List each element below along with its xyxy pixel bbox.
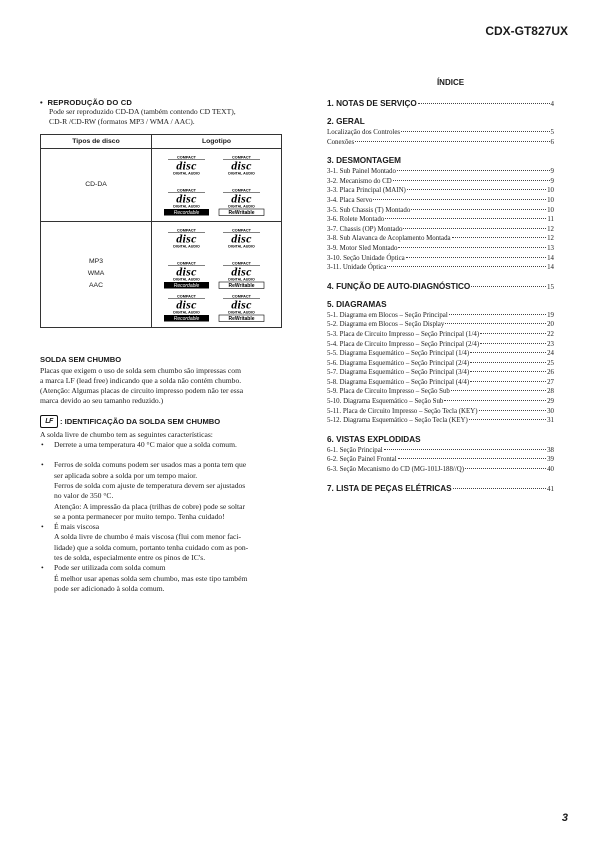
model-number: CDX-GT827UX [485, 24, 568, 38]
toc-section [327, 435, 554, 475]
toc-entry[interactable]: 3-2. Mecanismo do CD 9 [327, 177, 554, 185]
toc-section-heading: 6. VISTAS EXPLODIDAS [327, 434, 421, 444]
list-item: • É mais viscosa A solda livre de chumbo é mais viscosa (flui com menor faci- lidade) que a solda comum, portanto tenha cuidado com as pon- tes de solda, especialmente entre os pinos de IC's. [41, 522, 249, 563]
cd-digital-audio-logo [162, 154, 211, 183]
svg-text:COMPACT: COMPACT [231, 294, 251, 299]
list-item: • Derrete a uma temperatura 40 °C maior que a solda comum. [41, 440, 237, 450]
svg-text:DIGITAL AUDIO: DIGITAL AUDIO [172, 171, 200, 176]
toc-section [327, 117, 554, 147]
toc-section-heading: 2. GERAL [327, 117, 365, 126]
toc-entry[interactable]: 3-5. Sub Chassis (T) Montado 10 [327, 206, 554, 214]
svg-text:DIGITAL AUDIO: DIGITAL AUDIO [172, 244, 200, 249]
svg-text:Recordable: Recordable [173, 209, 199, 216]
toc-entry[interactable]: 5-8. Diagrama Esquemático – Seção Principal (4/4) 27 [327, 378, 554, 386]
svg-text:disc: disc [230, 297, 252, 312]
svg-text:ReWritable: ReWritable [227, 315, 255, 322]
logo-cell-compressed [152, 221, 282, 327]
cd-digital-audio-logo [217, 227, 266, 256]
toc-entry[interactable]: 6-1. Seção Principal 38 [327, 446, 554, 454]
toc-section [327, 484, 554, 493]
svg-text:COMPACT: COMPACT [176, 228, 196, 233]
toc-entry[interactable]: 5-10. Diagrama Esquemático – Seção Sub 29 [327, 398, 554, 406]
cd-digital-audio-logo [162, 227, 211, 256]
logo-group-compressed [162, 227, 272, 322]
toc-entry[interactable]: 3-11. Unidade Óptica 14 [327, 264, 554, 272]
toc-heading-link[interactable]: 4. FUNÇÃO DE AUTO-DIAGNÓSTICO 15 [327, 281, 554, 291]
svg-text:disc: disc [175, 264, 197, 279]
toc-entry[interactable]: 3-10. Seção Unidade Óptica 14 [327, 254, 554, 262]
disc-type-compressed: MP3 WMA AAC [41, 221, 152, 327]
col-disc-type: Tipos de disco [41, 134, 152, 148]
toc-entry[interactable]: 5-11. Placa de Circuito Impresso – Seção Tecla (KEY) 30 [327, 407, 554, 415]
toc-entry[interactable]: 5-6. Diagrama Esquemático – Seção Principal (2/4) 25 [327, 359, 554, 367]
svg-text:disc: disc [175, 158, 197, 173]
list-item: • Ferros de solda comuns podem ser usados mas a ponta tem que ser aplicada sobre a solda por um tempo maior. Ferros de solda com ajuste de temperatura devem ser ajustados no valor de 350 °C. Atenção: A impressão da placa (trilhas de cobre) pode se soltar se a ponta permanecer por muito tempo. Tenha cuidado! [41, 460, 247, 521]
toc-title: ÍNDICE [436, 78, 465, 87]
toc-entry[interactable]: 5-4. Placa de Circuito Impresso – Seção Principal (2/4) 23 [327, 340, 554, 348]
svg-text:disc: disc [230, 264, 252, 279]
toc-section [327, 156, 554, 273]
svg-text:ReWritable: ReWritable [227, 209, 255, 216]
list-item: • Pode ser utilizada com solda comum É melhor usar apenas solda sem chumbo, mas este tipo também pode ser adicionado à solda comum. [41, 563, 248, 593]
toc-section-heading: 3. DESMONTAGEM [327, 156, 401, 166]
toc-entry[interactable]: 6-3. Seção Mecanismo do CD (MG-101J-188//Q) 40 [327, 466, 554, 474]
cd-recordable-logo [162, 293, 211, 322]
svg-text:DIGITAL AUDIO: DIGITAL AUDIO [227, 204, 255, 209]
toc-entry[interactable]: 5-1. Diagrama em Blocos – Seção Principal 19 [327, 311, 554, 319]
ident-heading: LF : IDENTIFICAÇÃO DA SOLDA SEM CHUMBO [40, 415, 285, 428]
toc-entry[interactable]: Conexões 6 [327, 138, 554, 146]
logo-cell-cdda [152, 148, 282, 221]
toc-section [327, 282, 554, 291]
toc-section [327, 99, 554, 108]
toc-entry[interactable]: 3-3. Placa Principal (MAIN) 10 [327, 187, 554, 195]
lf-icon: LF [40, 415, 58, 428]
toc-entry[interactable]: Localização dos Controles 5 [327, 129, 554, 136]
svg-text:disc: disc [230, 158, 252, 173]
svg-text:DIGITAL AUDIO: DIGITAL AUDIO [172, 310, 200, 315]
toc-entry[interactable]: 5-7. Diagrama Esquemático – Seção Principal (3/4) 26 [327, 369, 554, 377]
svg-text:COMPACT: COMPACT [176, 294, 196, 299]
toc-entry[interactable]: 5-5. Diagrama Esquemático – Seção Principal (1/4) 24 [327, 350, 554, 358]
svg-text:ReWritable: ReWritable [227, 282, 255, 289]
svg-text:disc: disc [175, 191, 197, 206]
cd-digital-audio-logo [217, 154, 266, 183]
svg-text:DIGITAL AUDIO: DIGITAL AUDIO [227, 310, 255, 315]
toc-entry[interactable]: 6-2. Seção Painel Frontal 39 [327, 456, 554, 464]
toc-section-heading: 5. DIAGRAMAS [327, 299, 387, 309]
toc-heading-link[interactable]: 7. LISTA DE PEÇAS ELÉTRICAS 41 [327, 483, 554, 493]
toc-entry[interactable]: 3-4. Placa Servo 10 [327, 196, 554, 204]
toc-entry[interactable]: 3-7. Chassis (OP) Montado 12 [327, 225, 554, 233]
svg-text:COMPACT: COMPACT [231, 228, 251, 233]
toc-entry[interactable]: 3-1. Sub Painel Montado 9 [327, 168, 554, 176]
cd-recordable-logo [162, 187, 211, 216]
repro-heading: • REPRODUÇÃO DO CD [40, 98, 133, 107]
solda-text: Placas que exigem o uso de solda sem chumbo são impressas com a marca LF (lead free) indicando que a solda não contém chumbo. (Atenção: Algumas placas de circuito impresso podem não ter essa marca devido ao seu tamanho reduzido.) [40, 365, 244, 406]
disc-type-table [40, 134, 282, 328]
logo-group-cdda [162, 154, 272, 216]
toc-entry[interactable]: 3-9. Motor Sled Montado 13 [327, 244, 554, 252]
toc-heading-link[interactable]: 1. NOTAS DE SERVIÇO 4 [327, 99, 554, 108]
svg-text:COMPACT: COMPACT [231, 155, 251, 160]
svg-text:DIGITAL AUDIO: DIGITAL AUDIO [227, 277, 255, 282]
cd-rewritable-logo [217, 260, 266, 289]
table-of-contents [327, 78, 554, 502]
toc-entry[interactable]: 3-6. Rolete Montado 11 [327, 216, 554, 224]
toc-entry[interactable]: 5-12. Diagrama Esquemático – Seção Tecla (KEY) 31 [327, 417, 554, 425]
toc-entry[interactable]: 5-9. Placa de Circuito Impresso – Seção Sub 28 [327, 388, 554, 396]
svg-text:COMPACT: COMPACT [231, 188, 251, 193]
svg-text:DIGITAL AUDIO: DIGITAL AUDIO [227, 171, 255, 176]
disc-type-cdda: CD-DA [41, 148, 152, 221]
left-column [40, 98, 285, 594]
svg-text:DIGITAL AUDIO: DIGITAL AUDIO [172, 277, 200, 282]
toc-entry[interactable]: 5-2. Diagrama em Blocos – Seção Display 20 [327, 321, 554, 329]
svg-text:disc: disc [175, 297, 197, 312]
col-logo: Logotipo [152, 134, 282, 148]
toc-section [327, 300, 554, 426]
svg-text:Recordable: Recordable [173, 282, 199, 289]
svg-text:DIGITAL AUDIO: DIGITAL AUDIO [172, 204, 200, 209]
svg-text:disc: disc [230, 191, 252, 206]
svg-text:Recordable: Recordable [173, 315, 199, 322]
toc-entry[interactable]: 3-8. Sub Alavanca de Acoplamento Montada 12 [327, 235, 554, 243]
svg-text:disc: disc [175, 231, 197, 246]
svg-text:disc: disc [230, 231, 252, 246]
svg-text:COMPACT: COMPACT [176, 155, 196, 160]
toc-entry[interactable]: 5-3. Placa de Circuito Impresso – Seção Principal (1/4) 22 [327, 330, 554, 338]
page-number: 3 [561, 812, 568, 824]
svg-text:COMPACT: COMPACT [176, 188, 196, 193]
solda-heading: SOLDA SEM CHUMBO [40, 354, 122, 364]
cd-recordable-logo [162, 260, 211, 289]
repro-text: Pode ser reproduzido CD-DA (também contendo CD TEXT), CD-R /CD-RW (formatos MP3 / WMA / AAC). [49, 107, 236, 127]
ident-intro: A solda livre de chumbo tem as seguintes características: [40, 429, 213, 439]
ident-list [40, 440, 285, 594]
svg-text:COMPACT: COMPACT [231, 261, 251, 266]
cd-rewritable-logo [217, 293, 266, 322]
svg-text:COMPACT: COMPACT [176, 261, 196, 266]
cd-rewritable-logo [217, 187, 266, 216]
svg-text:DIGITAL AUDIO: DIGITAL AUDIO [227, 244, 255, 249]
